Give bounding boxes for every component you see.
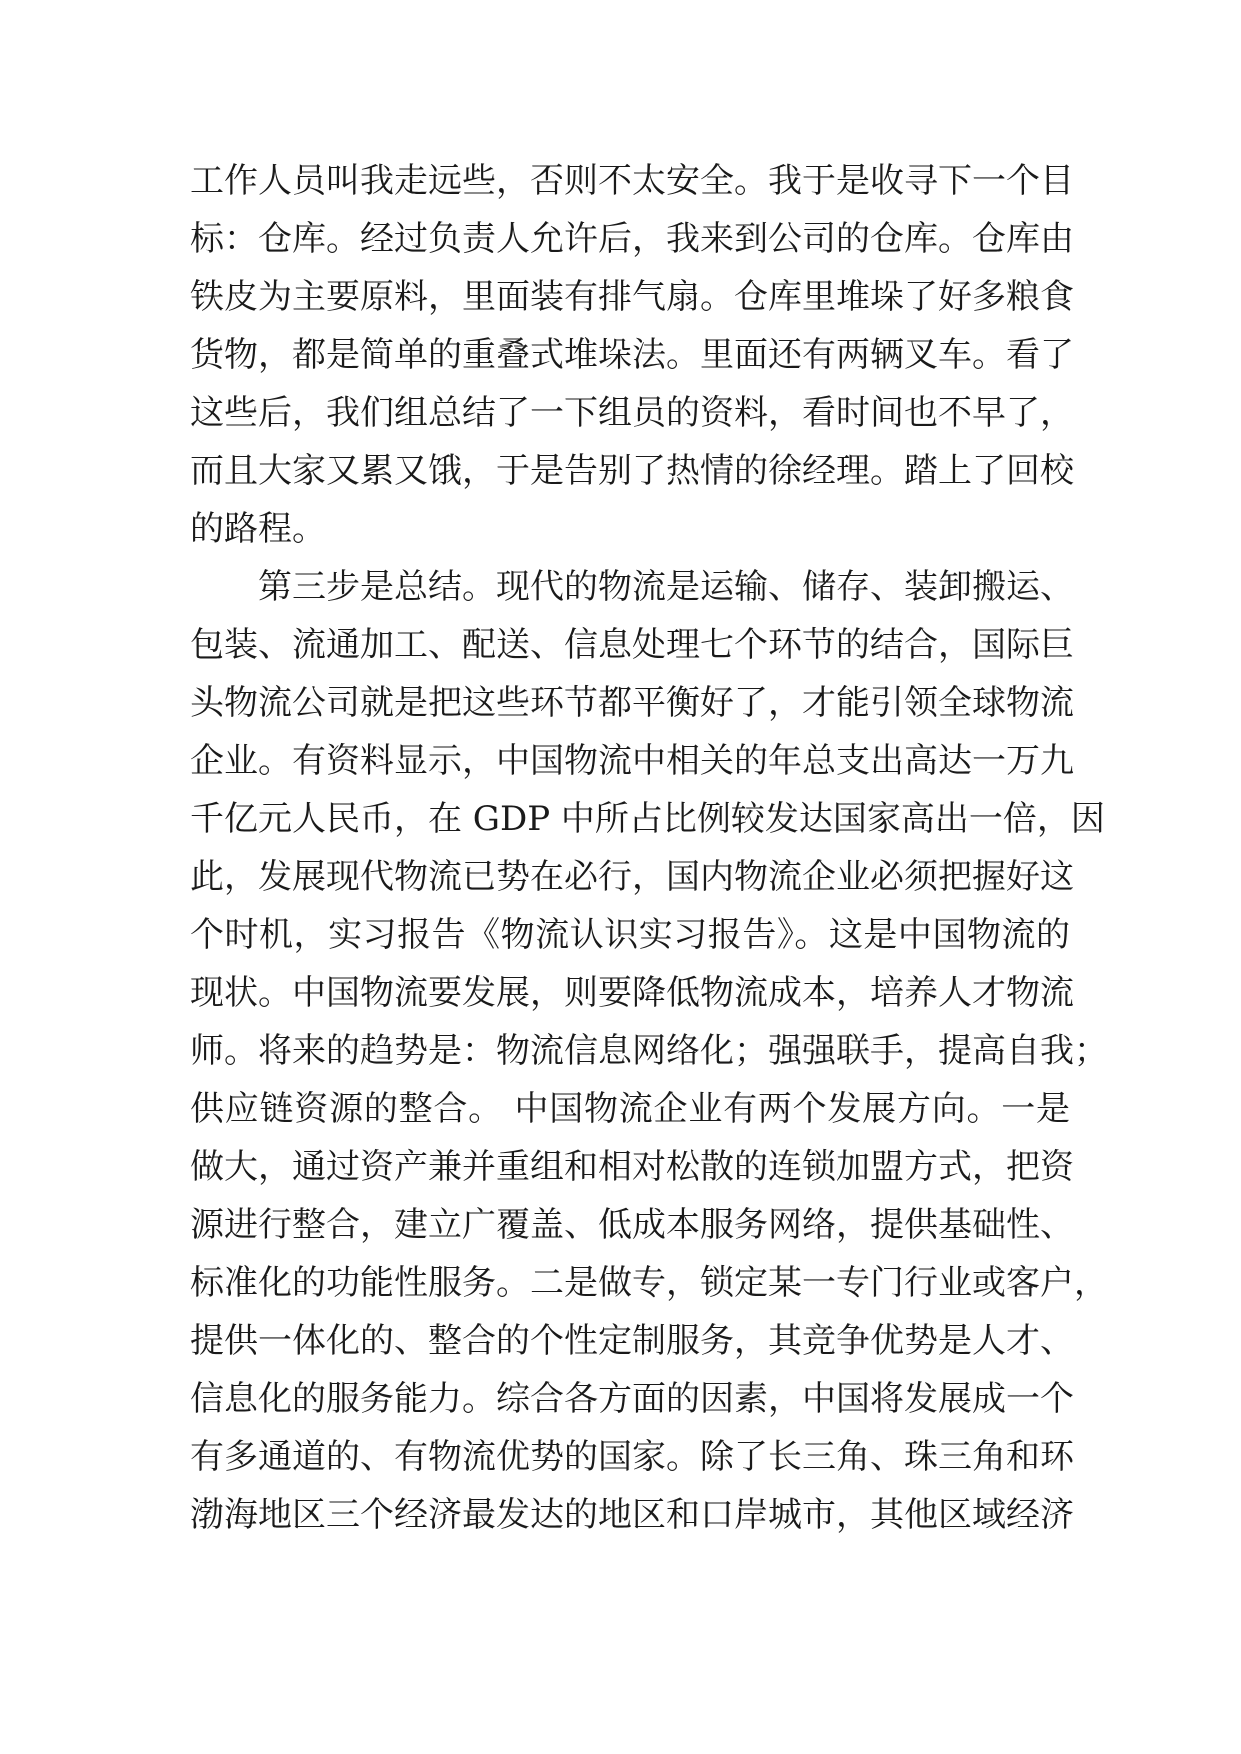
text-line: 有多通道的、有物流优势的国家。除了长三角、珠三角和环 xyxy=(190,1437,1074,1477)
text-line: 此，发展现代物流已势在必行，国内物流企业必须把握好这 xyxy=(190,857,1074,897)
text-line: 企业。有资料显示，中国物流中相关的年总支出高达一万九 xyxy=(190,741,1074,781)
text-line: 做大，通过资产兼并重组和相对松散的连锁加盟方式，把资 xyxy=(190,1147,1074,1187)
body-text xyxy=(190,152,1108,1544)
text-line: 源进行整合，建立广覆盖、低成本服务网络，提供基础性、 xyxy=(190,1205,1074,1245)
text-line: 的路程。 xyxy=(190,509,326,549)
text-line: 这些后，我们组总结了一下组员的资料，看时间也不早了， xyxy=(190,393,1074,433)
text-line: 现状。中国物流要发展，则要降低物流成本，培养人才物流 xyxy=(190,973,1074,1013)
text-line: 个时机，实习报告《物流认识实习报告》。这是中国物流的 xyxy=(190,915,1070,955)
text-line: 标：仓库。经过负责人允许后，我来到公司的仓库。仓库由 xyxy=(190,219,1074,259)
text-line: 货物，都是简单的重叠式堆垛法。里面还有两辆叉车。看了 xyxy=(190,335,1074,375)
text-line: 标准化的功能性服务。二是做专，锁定某一专门行业或客户， xyxy=(190,1263,1108,1303)
text-line: 千亿元人民币，在 GDP 中所占比例较发达国家高出一倍，因 xyxy=(190,799,1105,839)
text-line: 供应链资源的整合。 中国物流企业有两个发展方向。一是 xyxy=(190,1089,1070,1129)
text-line: 信息化的服务能力。综合各方面的因素，中国将发展成一个 xyxy=(190,1379,1074,1419)
text-line: 渤海地区三个经济最发达的地区和口岸城市，其他区域经济 xyxy=(190,1495,1074,1535)
text-line: 工作人员叫我走远些，否则不太安全。我于是收寻下一个目 xyxy=(190,161,1074,201)
text-line: 第三步是总结。现代的物流是运输、储存、装卸搬运、 xyxy=(258,567,1074,607)
text-line: 而且大家又累又饿，于是告别了热情的徐经理。踏上了回校 xyxy=(190,451,1074,491)
text-line: 铁皮为主要原料，里面装有排气扇。仓库里堆垛了好多粮食 xyxy=(190,277,1074,317)
text-line: 师。将来的趋势是：物流信息网络化；强强联手，提高自我； xyxy=(190,1031,1108,1071)
text-line: 头物流公司就是把这些环节都平衡好了，才能引领全球物流 xyxy=(190,683,1074,723)
text-line: 包装、流通加工、配送、信息处理七个环节的结合，国际巨 xyxy=(190,625,1074,665)
text-line: 提供一体化的、整合的个性定制服务，其竞争优势是人才、 xyxy=(190,1321,1074,1361)
